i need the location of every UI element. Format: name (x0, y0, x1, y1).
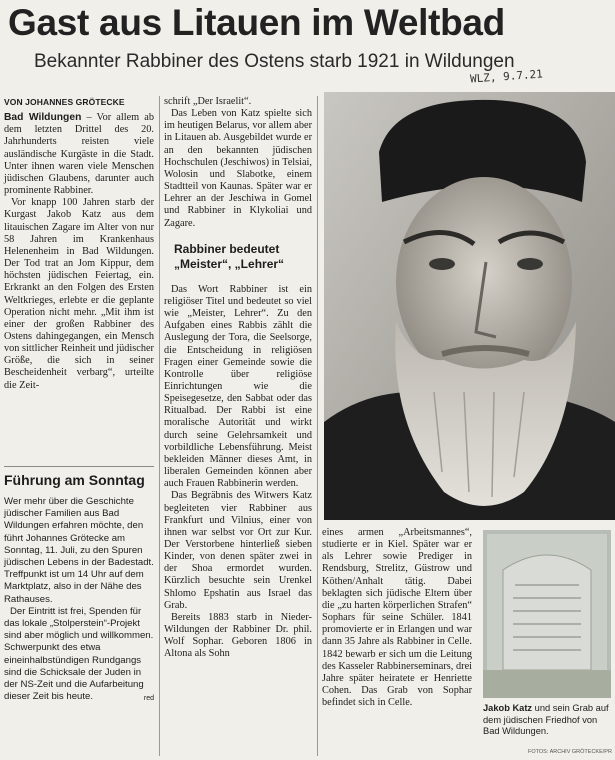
paragraph: Das Wort Rabbiner ist ein religiöser Titel und bedeutet so viel wie „Meister, Lehrer“. Zu den Aufgaben eines Rabbis zählt die Auslegung der Tora, die Seelsorge, die Entscheidung in religiösen Fragen einer Gemeinde sowie die Kontrolle über religiöse Einrichtungen wie die Speisegesetze, den Sabbat oder das Ritualbad. Der Rabbi ist eine moralische Autorität und wirkt durch seine Gelehrsamkeit und vorbildliche Lebensführung. Meist bekleiden Männer dieses Amt, in liberalen Gemeinden können aber auch Frauen Rabbinerin werden. (164, 283, 312, 490)
byline: VON JOHANNES GRÖTECKE (4, 97, 125, 107)
photo-caption (483, 703, 613, 738)
infobox-paragraph-text: Der Eintritt ist frei, Spenden für das lokale „Stolperstein“-Projekt sind aber möglich und willkommen. Schwerpunkt des etwa eineinhalbstündigen Rundgangs sind die Schicksale der Juden in der NS-Zeit und die Aufarbeitung dieser Zeit bis heute. (4, 605, 154, 703)
article-column-2 (164, 96, 312, 661)
infobox-paragraph: Wer mehr über die Geschichte jüdischer Familien aus Bad Wildungen erfahren möchte, den führt Johannes Grötecke am Sonntag, 11. Juli, zu den Spuren jüdischen Lebens in der Badestadt. Treffpunkt ist um 14 Uhr auf dem Marktplatz, also in der Nähe des Rathauses. (4, 496, 154, 605)
article-column-3 (322, 527, 472, 709)
paragraph: Bereits 1883 starb in Nieder-Wildungen der Rabbiner Dr. phil. Wolf Sophar. Geboren 1806 in Altona als Sohn (164, 611, 312, 660)
article-column-1 (4, 96, 154, 392)
infobox-paragraph (4, 606, 154, 704)
intermediate-heading: Rabbiner bedeutet „Meister“, „Lehrer“ (174, 241, 285, 271)
dateline: Bad Wildungen (4, 112, 82, 124)
paragraph (4, 112, 154, 197)
subheadline: Bekannter Rabbiner des Ostens starb 1921 in Wildungen (34, 51, 515, 72)
box-divider (4, 466, 154, 467)
editor-mark: red (143, 695, 154, 703)
headline: Gast aus Litauen im Weltbad (8, 2, 505, 43)
gravestone-photo (483, 530, 611, 698)
caption-name: Jakob Katz (483, 703, 533, 713)
paragraph: Vor knapp 100 Jahren starb der Kurgast Jakob Katz aus dem litauischen Zagare im Alter von nur 58 Jahren im Krankenhaus Helenenheim in Bad Wildungen. Der Tod trat an Jom Kippur, dem höchsten jüdischen Feiertag, ein. Erkrankt an den Folgen des Ersten Weltkrieges, erlebte er die geplante Operation nicht mehr. „Mit ihm ist einer der großen Rabbiner des Ostens dahingegangen, ein Mensch von sittlicher Reinheit und jüdischer Größe, die sich in seiner Bescheidenheit verbarg“, urteilte die Zeit- (4, 197, 154, 391)
column-divider (159, 96, 160, 756)
paragraph-text: – Vor allem ab dem letzten Drittel des 20. Jahrhunderts reisten viele ausländische Kurgäste in die Stadt. Unter ihnen waren viele Menschen jüdischen Glaubens, darunter auch prominente Rabbiner. (4, 112, 154, 197)
handwritten-note: WLZ, 9.7.21 (469, 67, 544, 86)
paragraph: Das Begräbnis des Witwers Katz begleiteten vier Rabbiner aus Frankfurt und Vilnius, einer von ihnen war selbst vor Ort zur Kur. Der Verstorbene hinterließ sieben Kinder, von denen später zwei in der Shoa ermordet wurden. Kürzlich besuchte sein Urenkel Shlomo Epshatin aus Israel das Grab. (164, 490, 312, 611)
paragraph: schrift „Der Israelit“. (164, 96, 252, 107)
paragraph: eines armen „Arbeitsmannes“, studierte er in Kiel. Später war er als Lehrer sowie Prediger in Rendsburg, Strelitz, Güstrow und Köthen/Anhalt tätig. Dabei beklagten sich jüdische Eltern über die „zu harten körperlichen Strafen“ Sophars für seine Schüler. 1841 promovierte er in Erlangen und war dann 35 Jahre als Rabbiner in Celle. 1842 bewarb er sich um die Leitung des Kasseler Rabbinerseminars, drei Jahre später heiratete er Henriette Cohen. Das Grab von Sophar befindet sich in Celle. (322, 527, 472, 709)
photo-credit: FOTOS: ARCHIV GRÖTECKE/PR (528, 749, 612, 755)
infobox (4, 496, 154, 705)
paragraph: Das Leben von Katz spielte sich im heutigen Belarus, vor allem aber in Litauen ab. Ausgebildet wurde er an den bekannten jüdischen Hochschulen (Jeschiwos) in Telsiai, Wolosin und Slabotke, einem Stadtteil von Kaunas. Später war er Lehrer an der Jeschiwa in Gomel und Rabbiner in Klykoliai und Zagare. (164, 108, 312, 229)
column-divider (317, 96, 318, 756)
infobox-title: Führung am Sonntag (4, 472, 145, 488)
rabbi-portrait-photo (324, 92, 615, 520)
caption-text: und sein Grab auf dem jüdischen Friedhof von Bad Wildungen. (483, 703, 609, 737)
